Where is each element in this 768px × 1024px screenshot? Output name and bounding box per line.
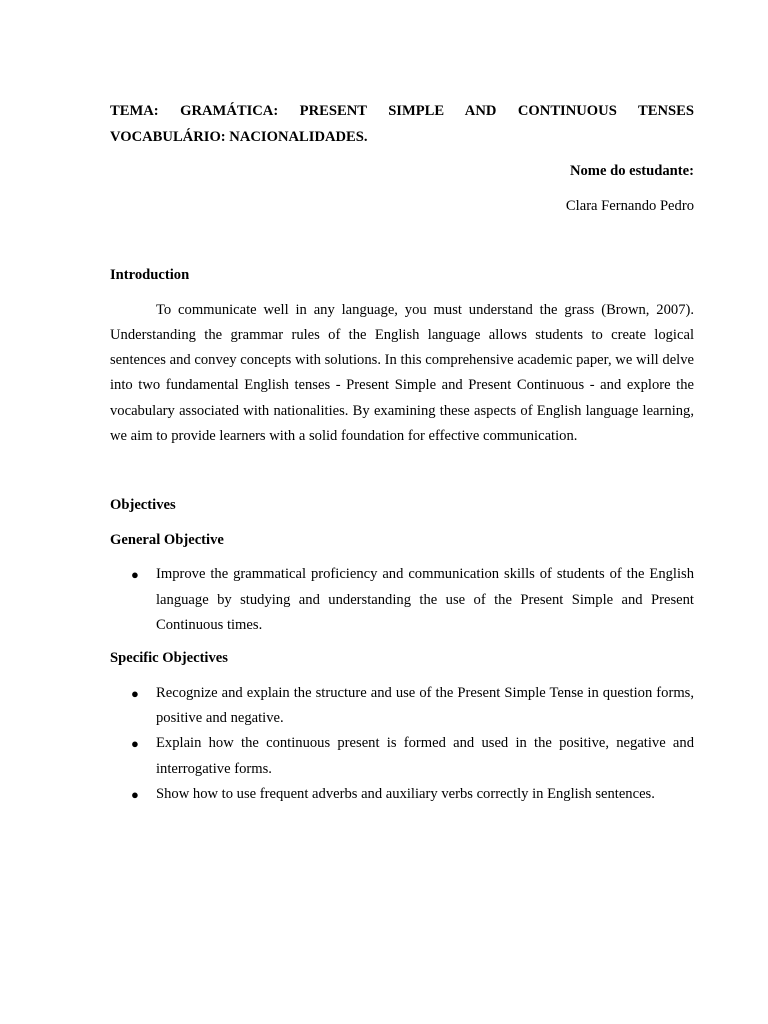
specific-objectives-list [110, 681, 694, 807]
list-item-text: Improve the grammatical proficiency and communication skills of students of the English language by studying and understanding the use of the Present Simple and Present Continuous times. [156, 566, 694, 633]
list-item-text: Recognize and explain the structure and use of the Present Simple Tense in question forms, positive and negative. [156, 684, 694, 726]
title-line-2: VOCABULÁRIO: NACIONALIDADES. [110, 128, 368, 145]
general-objective-list [110, 562, 694, 638]
document-page [110, 99, 694, 807]
general-objective-heading: General Objective [110, 531, 224, 548]
list-item [110, 731, 694, 782]
title-line-1: TEMA: GRAMÁTICA: PRESENT SIMPLE AND CONTINUOUS TENSES [110, 103, 694, 119]
objectives-heading: Objectives [110, 497, 176, 514]
document-title [110, 99, 694, 150]
bullet-icon: ● [131, 685, 139, 701]
list-item [110, 681, 694, 732]
list-item-text: Show how to use frequent adverbs and auxiliary verbs correctly in English sentences. [156, 785, 655, 802]
specific-objectives-heading: Specific Objectives [110, 650, 228, 667]
bullet-icon: ● [131, 786, 139, 802]
introduction-heading: Introduction [110, 267, 190, 283]
list-item [110, 782, 694, 807]
student-name: Clara Fernando Pedro [565, 197, 694, 214]
student-label: Nome do estudante: [569, 163, 694, 179]
list-item-text: Explain how the continuous present is formed and used in the positive, negative and interrogative forms. [156, 735, 694, 777]
introduction-paragraph: To communicate well in any language, you must understand the grass (Brown, 2007). Understanding the grammar rules of the English language allows students to create logical sentences and convey concepts with solutions. In this comprehensive academic paper, we will delve into two fundamental English tenses - Present Simple and Present Continuous - and explore the vocabulary associated with nationalities. By examining these aspects of English language learning, we aim to provide learners with a solid foundation for effective communication. [110, 301, 694, 444]
bullet-icon: ● [131, 567, 139, 583]
list-item [110, 562, 694, 638]
bullet-icon: ● [131, 736, 139, 752]
